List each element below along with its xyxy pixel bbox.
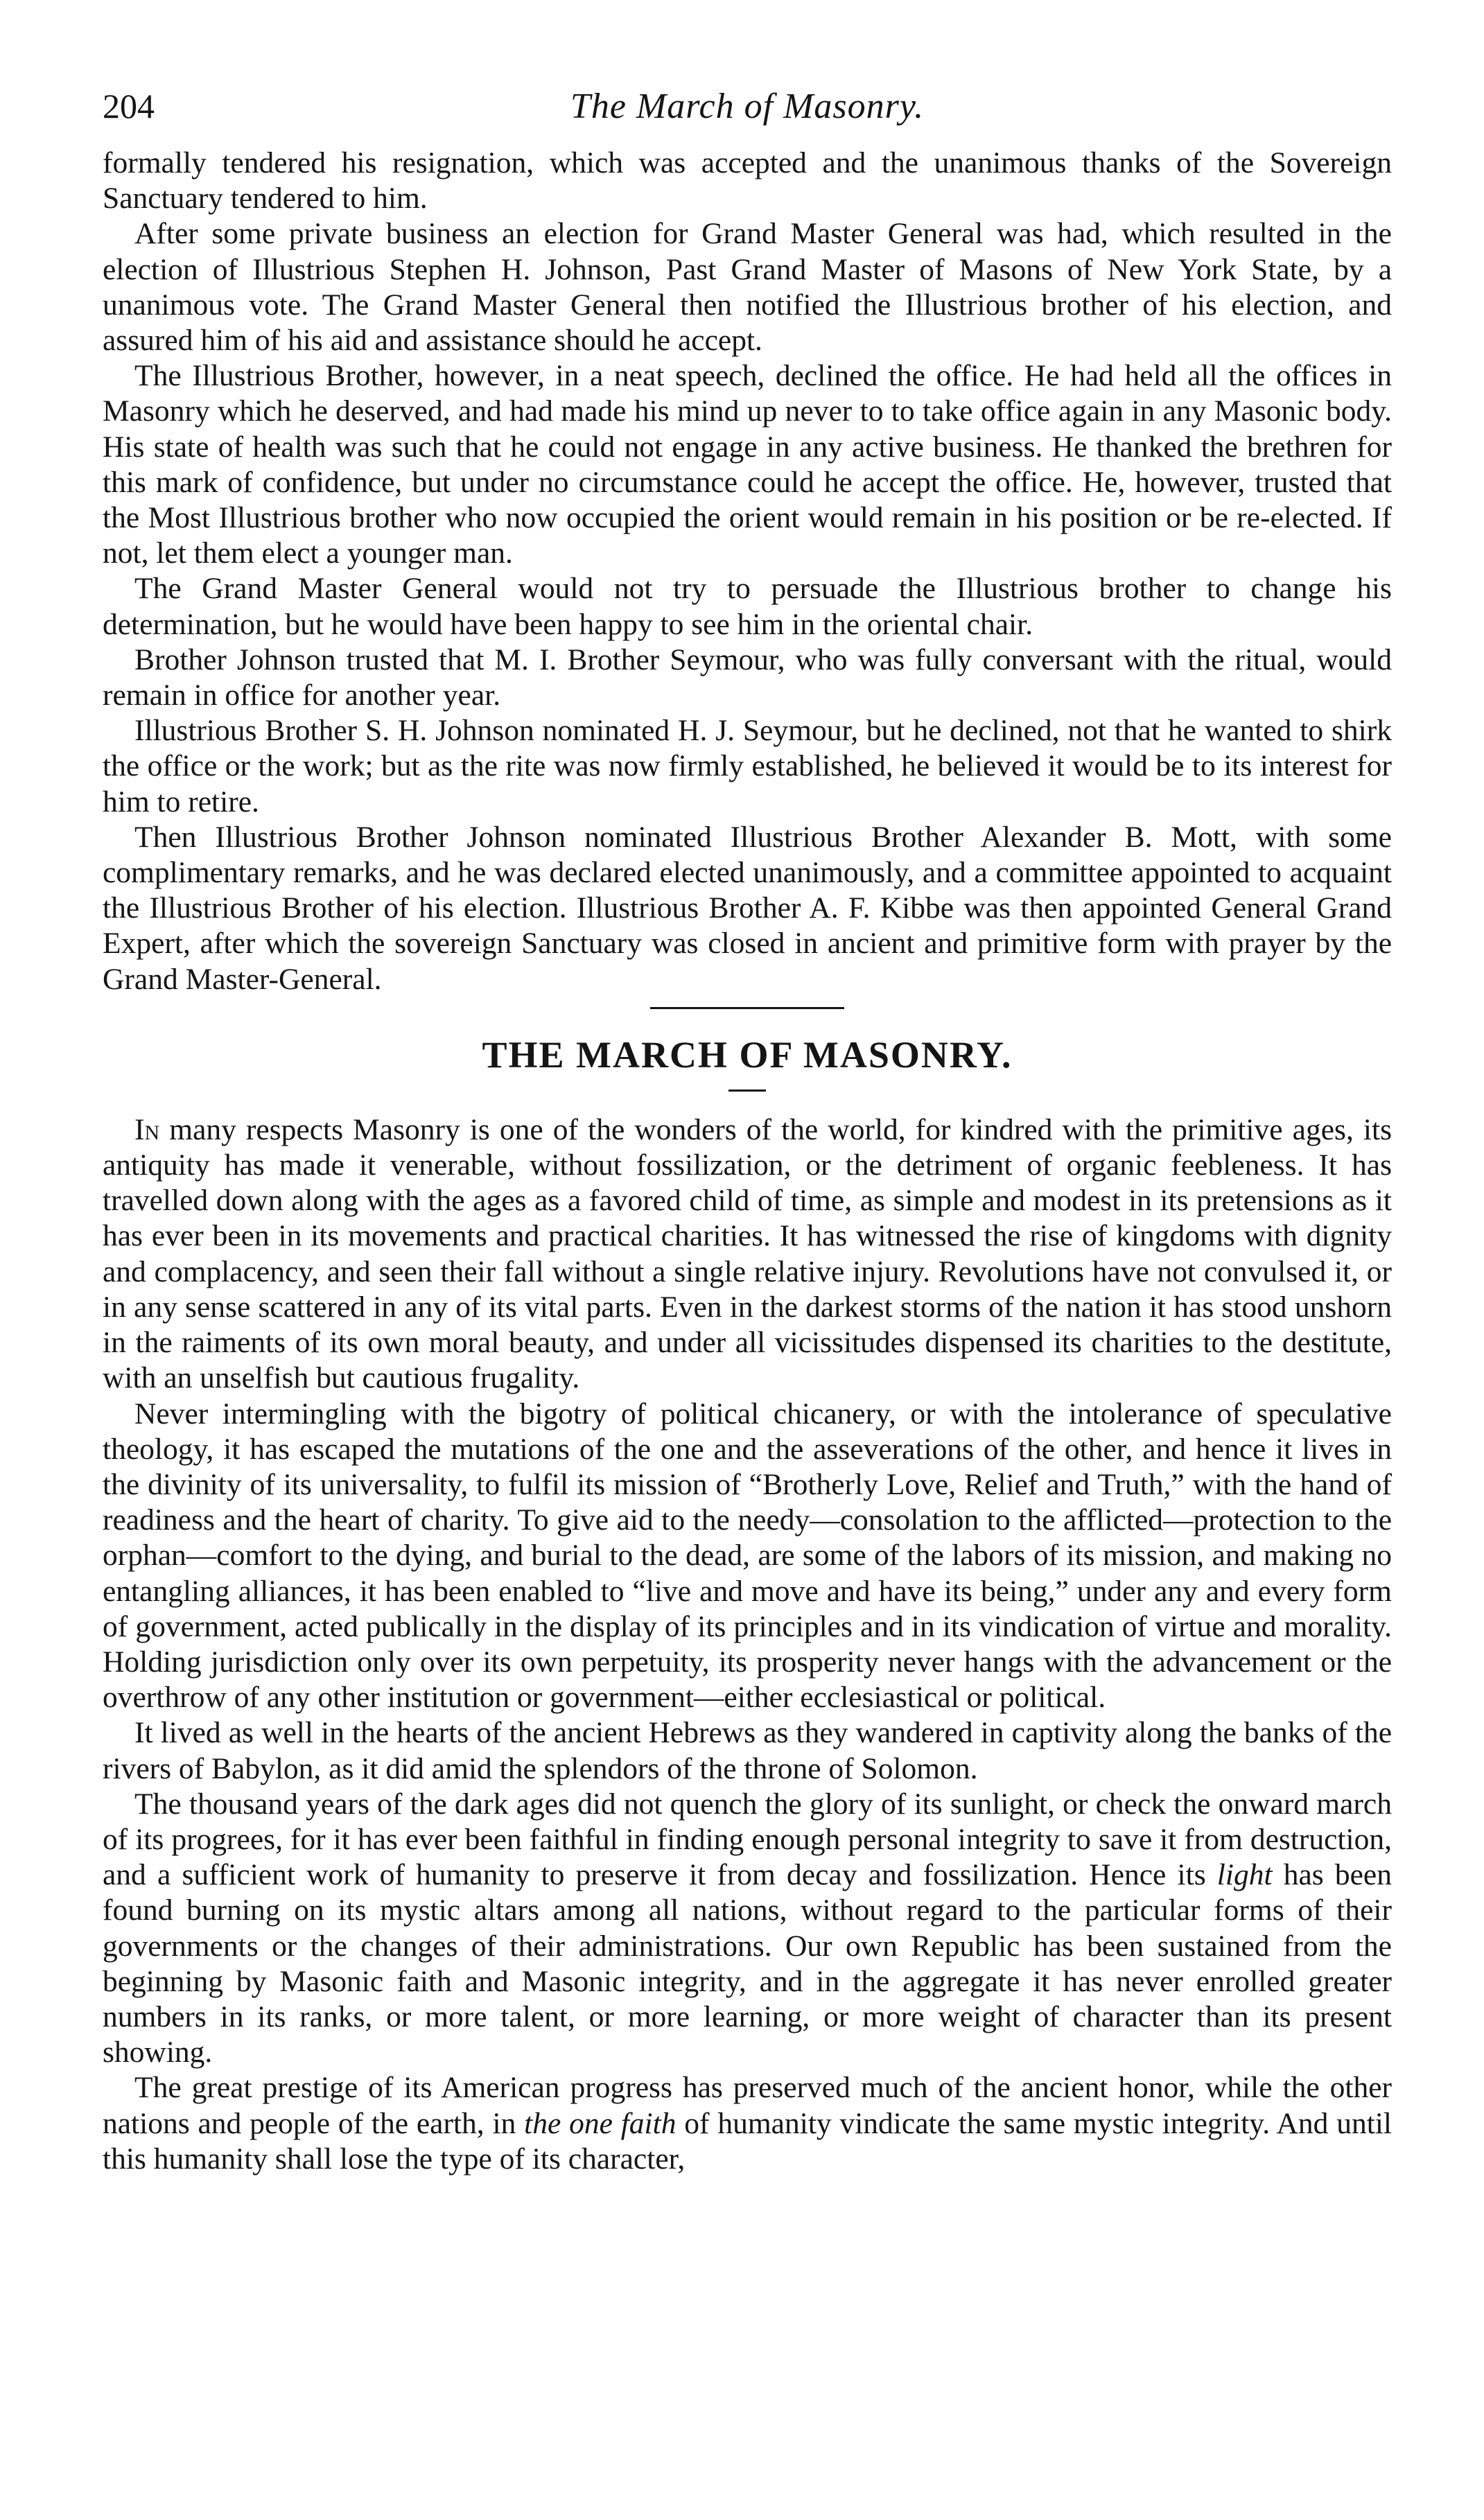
article-paragraph: Never intermingling with the bigotry of political chicanery, or with the intolerance of speculative theology, it has escaped the mutations of the one and the asseverations of the other, and hence it lives in the divinity of its universality, to fulfil its mission of “Brotherly Love, Relief and Truth,” with the hand of readiness and the heart of charity. To give aid to the needy—consolation to the afflicted—protection to the orphan—comfort to the dying, and burial to the dead, are some of the labors of its mission, and making no entangling alliances, it has been enabled to “live and move and have its being,” under any and every form of government, acted publically in the display of its principles and in its vindication of virtue and morality. Holding jurisdiction only over its own perpetuity, its prosperity never hangs with the advancement or the overthrow of any other institution or government—either ecclesiastical or political. [103, 1397, 1392, 1715]
drop-word: In [134, 1112, 160, 1146]
page-header [103, 76, 1392, 146]
article-title: THE MARCH OF MASONRY. [482, 1033, 1013, 1076]
paragraph-text: has been found burning on its mystic altars among all nations, without regard to the particular forms of their governments or the changes of their administrations. Our own Republic has been sustained from the beginning by Masonic faith and Masonic integrity, and in the aggregate it has never enrolled greater numbers in its ranks, or more talent, or more learning, or more weight of character than its present showing. [103, 1858, 1392, 2070]
article-paragraph [103, 1787, 1392, 2071]
title-dash [728, 1090, 766, 1092]
article-body [103, 1112, 1392, 2177]
report-paragraph: Then Illustrious Brother Johnson nominated Illustrious Brother Alexander B. Mott, with some complimentary remarks, and he was declared elected unanimously, and a committee appointed to acquaint the Illustrious Brother of his election. Illustrious Brother A. F. Kibbe was then appointed General Grand Expert, after which the sovereign Sanctuary was closed in ancient and primitive form with prayer by the Grand Master-General. [103, 820, 1392, 996]
italic-word: light [1216, 1858, 1273, 1892]
report-paragraph: The Grand Master General would not try to persuade the Illustrious brother to change his determination, but he would have been happy to see him in the oriental chair. [103, 572, 1392, 641]
running-title: The March of Masonry. [570, 87, 925, 126]
paragraph-text: of humanity vindicate the same mystic integrity. And until this humanity shall lose the type of its character, [103, 2106, 1392, 2176]
report-paragraph: Illustrious Brother S. H. Johnson nominated H. J. Seymour, but he declined, not that he wanted to shirk the office or the work; but as the rite was now firmly established, he believed it would be to its interest for him to retire. [103, 714, 1392, 819]
report-paragraph: Brother Johnson trusted that M. I. Brother Seymour, who was fully conversant with the ritual, would remain in office for another year. [103, 642, 1392, 712]
paragraph-text: The thousand years of the dark ages did not quench the glory of its sunlight, or check the onward march of its progrees, for it has ever been faithful in finding enough personal integrity to save it from destruction, and a sufficient work of humanity to preserve it from decay and fossilization. Hence its [103, 1787, 1392, 1892]
article-paragraph [103, 1112, 1392, 1397]
paragraph-text: many respects Masonry is one of the wonders of the world, for kindred with the primitive ages, its antiquity has made it venerable, without fossilization, or the detriment of organic feebleness. It has travelled down along with the ages as a favored child of time, as simple and modest in its pretensions as it has ever been in its movements and practical charities. It has witnessed the rise of kingdoms with dignity and complacency, and seen their fall without a single relative injury. Revolutions have not convulsed it, or in any sense scattered in any of its vital parts. Even in the darkest storms of the nation it has stood unshorn in the raiments of its own moral beauty, and under all vicissitudes dispensed its charities to the destitute, with an unselfish but cautious frugality. [103, 1112, 1392, 1395]
report-paragraph: The Illustrious Brother, however, in a neat speech, declined the office. He had held all the offices in Masonry which he deserved, and had made his mind up never to to take office again in any Masonic body. His state of health was such that he could not engage in any active business. He thanked the brethren for this mark of confidence, but under no circumstance could he accept the office. He, however, trusted that the Most Illustrious brother who now occupied the orient would remain in his position or be re-elected. If not, let them elect a younger man. [103, 359, 1392, 570]
document-page [103, 76, 1392, 2177]
report-paragraph: After some private business an election for Grand Master General was had, which resulted in the election of Illustrious Stephen H. Johnson, Past Grand Master of Masons of New York State, by a unanimous vote. The Grand Master General then notified the Illustrious brother of his election, and assured him of his aid and assistance should he accept. [103, 217, 1392, 358]
proceedings-report [103, 146, 1392, 997]
page-number: 204 [103, 87, 155, 125]
report-paragraph: formally tendered his resignation, which was accepted and the unanimous thanks of the Sovereign Sanctuary tendered to him. [103, 146, 1392, 216]
article-paragraph: It lived as well in the hearts of the ancient Hebrews as they wandered in captivity along the banks of the rivers of Babylon, as it did amid the splendors of the throne of Solomon. [103, 1716, 1392, 1785]
paragraph-text: The great prestige of its American progress has preserved much of the ancient honor, while the other nations and people of the earth, in [103, 2071, 1392, 2140]
italic-phrase: the one faith [524, 2106, 676, 2140]
section-divider [650, 1007, 844, 1009]
article-paragraph [103, 2070, 1392, 2177]
